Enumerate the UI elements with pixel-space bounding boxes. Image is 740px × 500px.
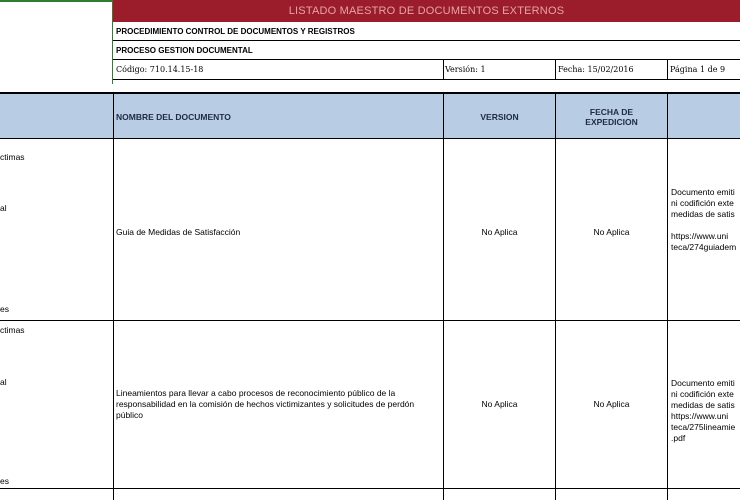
document-name: Guia de Medidas de Satisfacción bbox=[116, 227, 241, 237]
document-code: Código: 710.14.15-18 bbox=[116, 65, 204, 74]
note-line: ni codifición exte bbox=[671, 198, 734, 208]
column-header-date-line1: FECHA DE bbox=[589, 106, 634, 117]
row-left-fragment: al bbox=[0, 203, 7, 213]
document-name-line: Lineamientos para llevar a cabo procesos de reconocimiento público de la bbox=[116, 388, 396, 398]
column-divider bbox=[443, 92, 444, 500]
note-line: https://www.uni bbox=[671, 411, 729, 421]
document-note bbox=[671, 378, 740, 444]
note-line: medidas de satis bbox=[671, 209, 735, 219]
column-divider bbox=[113, 92, 114, 500]
procedure-title: PROCEDIMIENTO CONTROL DE DOCUMENTOS Y REGISTROS bbox=[113, 22, 740, 41]
note-line: Documento emiti bbox=[671, 378, 735, 388]
note-line: medidas de satis bbox=[671, 400, 735, 410]
note-line: teca/274guiadem bbox=[671, 242, 737, 252]
row-left-fragment: ctimas bbox=[0, 152, 25, 162]
document-version-value: No Aplica bbox=[481, 227, 518, 237]
row-left-fragment: ctimas bbox=[0, 325, 25, 335]
document-date-value: No Aplica bbox=[593, 399, 630, 409]
document-name-line: público bbox=[116, 410, 143, 420]
logo-area bbox=[0, 0, 113, 84]
document-version: Versión: 1 bbox=[445, 65, 486, 74]
note-line: teca/275lineamie bbox=[671, 422, 736, 432]
process-title: PROCESO GESTION DOCUMENTAL bbox=[113, 41, 740, 60]
document-version-value: No Aplica bbox=[481, 399, 518, 409]
document-date: Fecha: 15/02/2016 bbox=[558, 65, 634, 74]
column-header-date-line2: EXPEDICION bbox=[585, 116, 638, 127]
row-left-fragment: es bbox=[0, 476, 9, 486]
document-note bbox=[671, 187, 740, 253]
column-divider bbox=[667, 92, 668, 500]
meta-divider bbox=[555, 60, 556, 80]
row-left-fragment: es bbox=[0, 304, 9, 314]
document-banner: LISTADO MAESTRO DE DOCUMENTOS EXTERNOS bbox=[113, 0, 740, 22]
note-line-blank bbox=[671, 220, 740, 231]
meta-divider bbox=[667, 60, 668, 80]
row-left-fragment: al bbox=[0, 377, 7, 387]
document-name-line: responsabilidad en la comisión de hechos victimizantes y solicitudes de perdón bbox=[116, 399, 415, 409]
column-header-date bbox=[556, 94, 667, 139]
note-line: https://www.uni bbox=[671, 231, 729, 241]
note-line: ni codifición exte bbox=[671, 389, 734, 399]
meta-divider bbox=[443, 60, 444, 80]
row-separator bbox=[0, 320, 740, 321]
column-header-version: VERSION bbox=[480, 111, 519, 122]
page-number: Página 1 de 9 bbox=[670, 65, 726, 74]
document-date-value: No Aplica bbox=[593, 227, 630, 237]
table-header bbox=[0, 92, 740, 139]
column-header-name: NOMBRE DEL DOCUMENTO bbox=[116, 111, 231, 122]
column-divider bbox=[555, 92, 556, 500]
note-line: Documento emiti bbox=[671, 187, 735, 197]
document-meta-row bbox=[113, 60, 740, 80]
note-line: .pdf bbox=[671, 433, 686, 443]
row-separator bbox=[0, 488, 740, 489]
document-name bbox=[116, 388, 441, 421]
